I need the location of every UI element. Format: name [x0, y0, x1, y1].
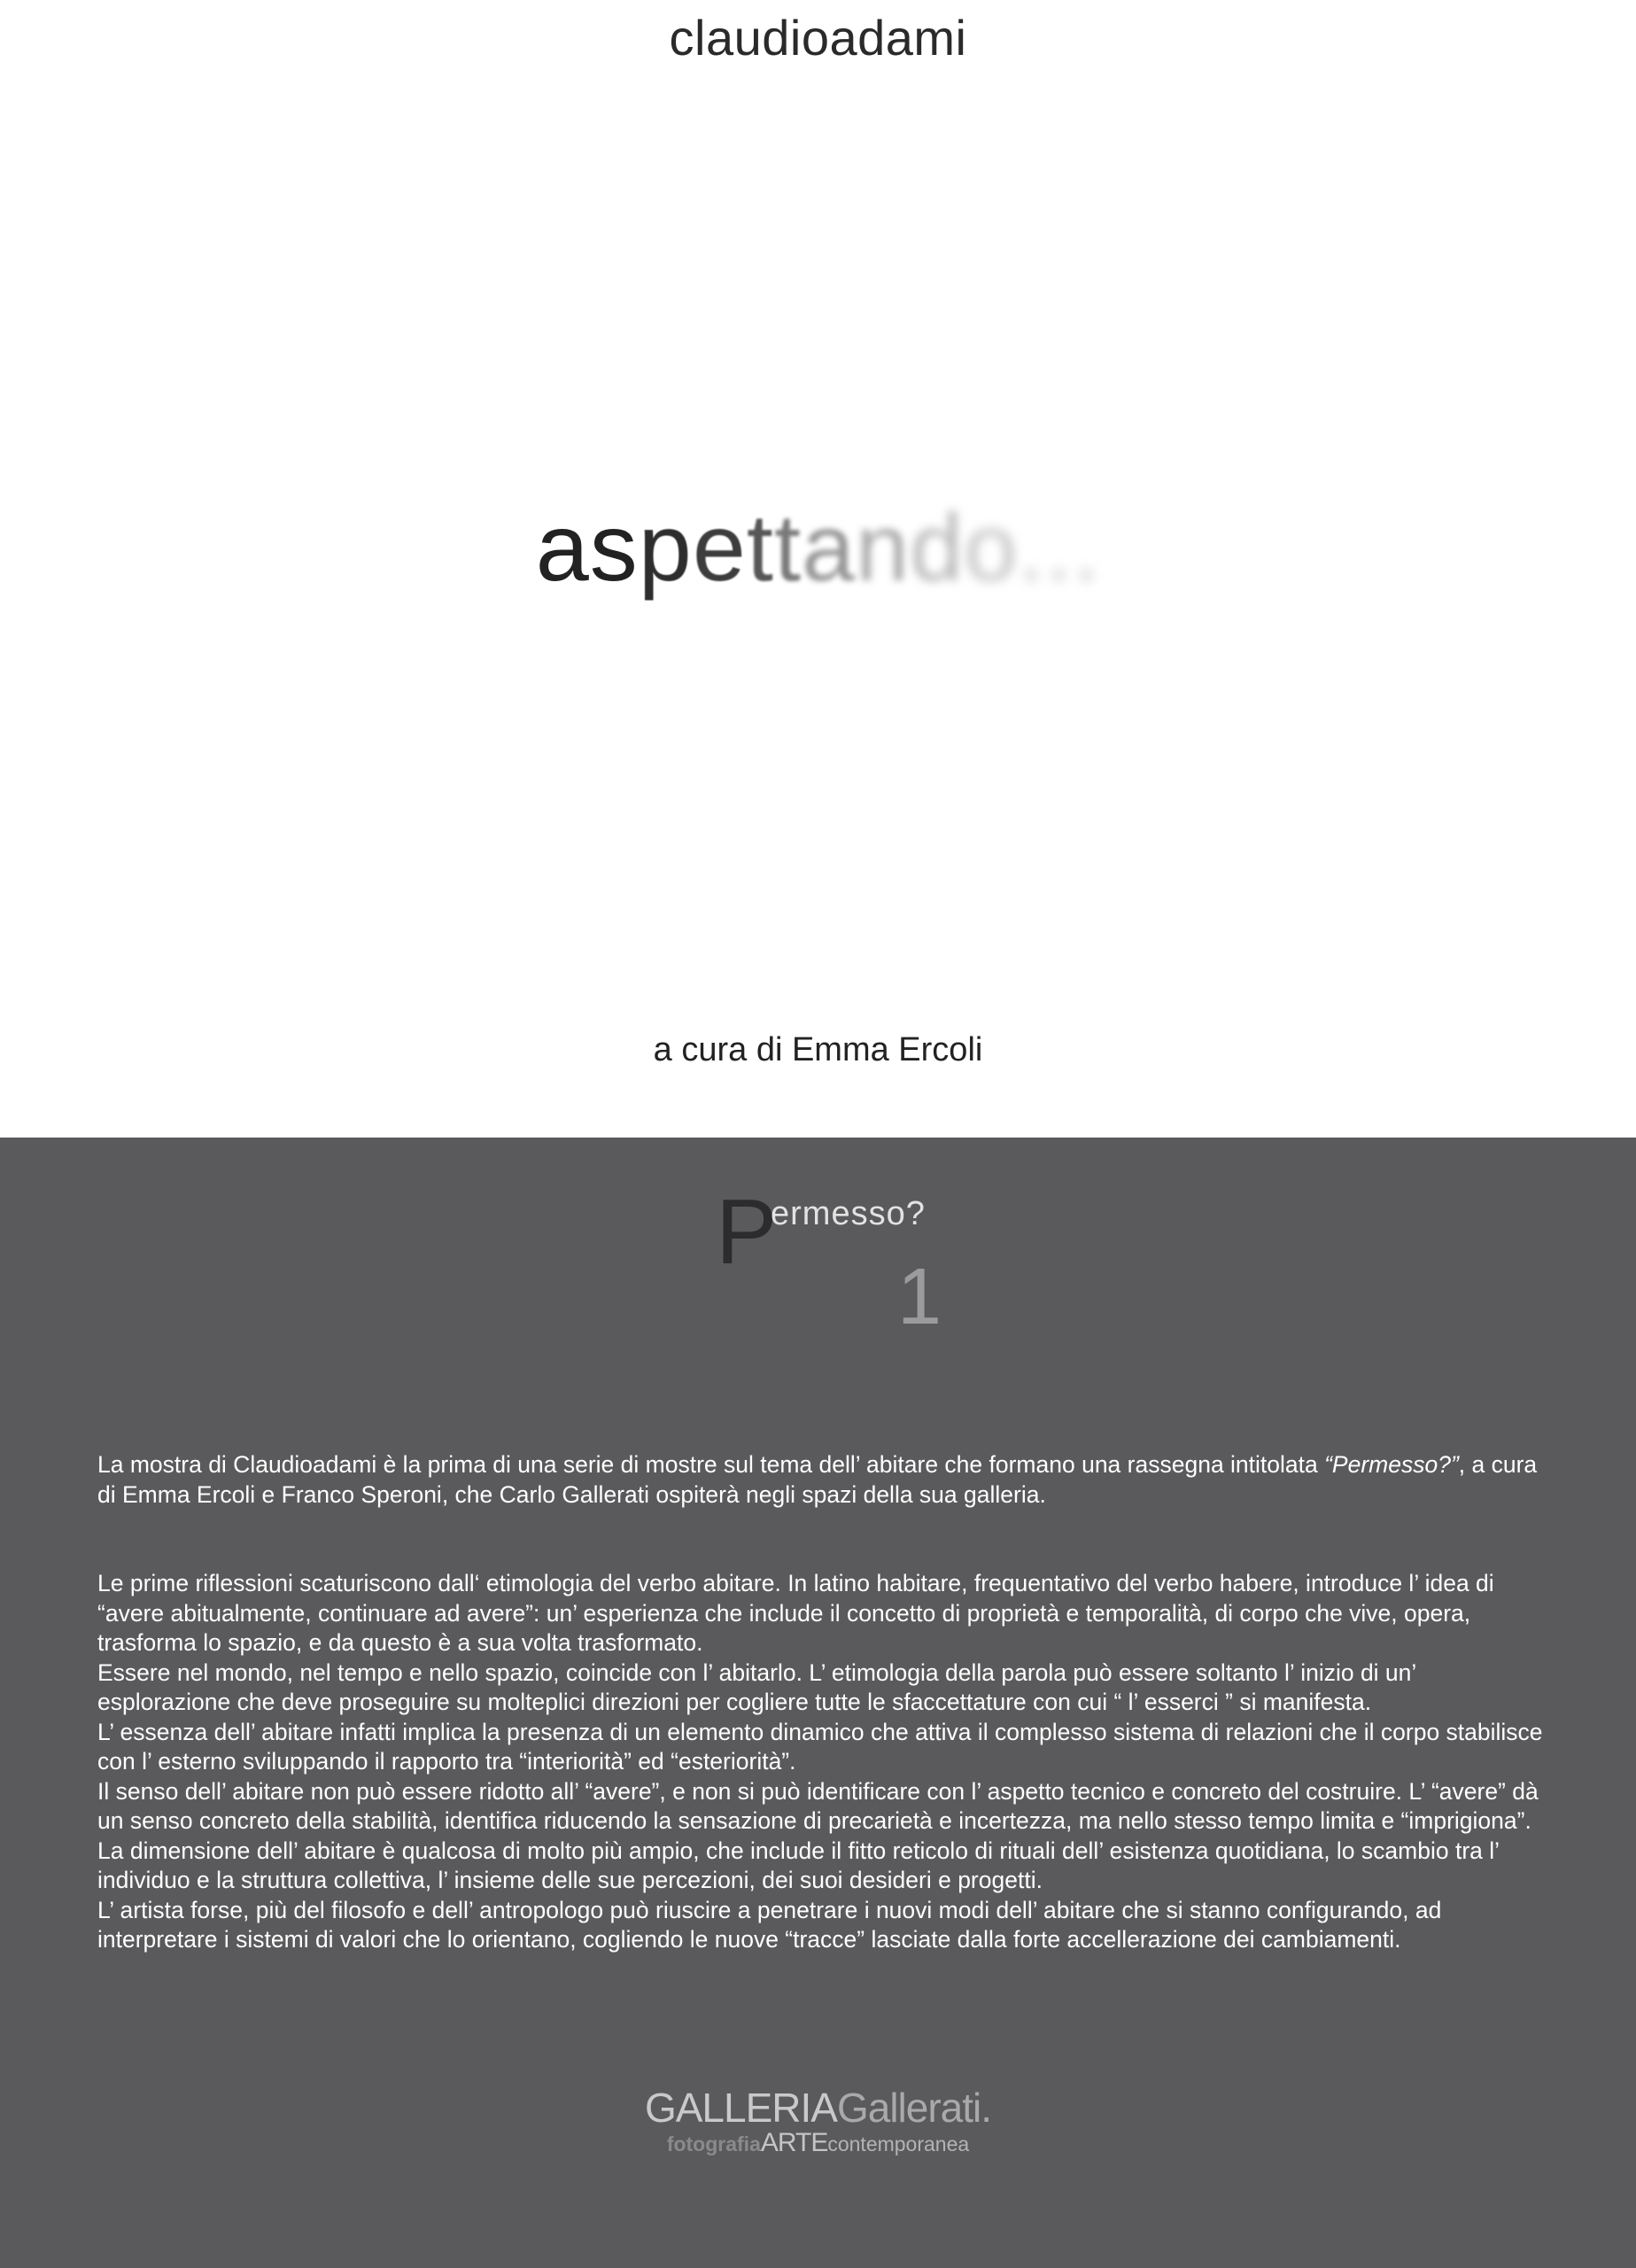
intro-text: La mostra di Claudioadami è la prima di una serie di mostre sul tema dell’ abitare che formano una rassegna intitolata: [97, 1451, 1325, 1478]
logo-arte: ARTE: [760, 2128, 828, 2157]
title-fragment: as: [535, 493, 639, 601]
series-name: “Permesso?”: [1324, 1451, 1459, 1478]
title-fragment: p: [638, 493, 693, 601]
description-section: [0, 1138, 1636, 2268]
intro-text-end: , a cura di Emma Ercoli e Franco Speroni, che Carlo Gallerati ospiterà negli spazi della sua galleria.: [97, 1451, 1538, 1508]
series-title-initial: P: [716, 1181, 778, 1284]
essay-paragraph: Il senso dell’ abitare non può essere ridotto all’ “avere”, e non si può identificare con l’ aspetto tecnico e concreto del costruire. L’ “avere” dà un senso concreto della stabilità, identifica riducendo la sensazione di precarietà e incertezza, ma nello stesso tempo limita e “imprigiona”.: [97, 1777, 1539, 1834]
title-fragment: t: [773, 493, 802, 601]
logo-contemporanea: contemporanea: [827, 2132, 970, 2155]
essay-paragraph: Le prime riflessioni scaturiscono dall‘ etimologia del verbo abitare. In latino habitare, frequentativo del verbo habere, introduce l’ idea di “avere abitualmente, continuare ad avere”: un’ esperienza che include il concetto di proprietà e temporalità, di corpo che vive, opera, trasforma lo spazio, e da questo è a sua volta trasformato.: [97, 1570, 1494, 1656]
logo-fotografia: fotografia: [666, 2132, 761, 2155]
artist-name: claudioadami: [669, 10, 967, 66]
curator-credit: a cura di Emma Ercoli: [653, 1031, 983, 1068]
logo-galleria: GALLERIA: [644, 2085, 837, 2131]
title-fragment: t: [746, 493, 774, 601]
essay-paragraph: Essere nel mondo, nel tempo e nello spazio, coincide con l’ abitarlo. L’ etimologia della parola può essere soltanto l’ inizio di un’ esplorazione che deve proseguire su molteplici direzioni per cogliere tutte le sfaccettature con cui “ l’ esserci ” si manifesta.: [97, 1658, 1416, 1715]
series-title-rest: ermesso?: [771, 1195, 926, 1232]
series-title: [716, 1181, 981, 1346]
title-fragment: d: [910, 493, 965, 601]
title-fragment: n: [856, 493, 911, 601]
title-fragment: o: [964, 493, 1019, 601]
essay-paragraph: L’ artista forse, più del filosofo e dell’ antropologo può riuscire a penetrare i nuovi modi dell’ abitare che si stanno configurando, ad interpretare i sistemi di valori che lo orientano, cogliendo le nuove “tracce” lasciate dalla forte accellerazione dei cambiamenti.: [97, 1896, 1442, 1953]
series-number: 1: [897, 1253, 942, 1341]
exhibition-title: [0, 492, 1636, 602]
essay-paragraph: L’ essenza dell’ abitare infatti implica la presenza di un elemento dinamico che attiva il complesso sistema di relazioni che il corpo stabilisce con l’ esterno sviluppando il rapporto tra “interiorità” ed “esteriorità”.: [97, 1718, 1543, 1775]
title-fragment: a: [801, 493, 857, 601]
essay-paragraph: La dimensione dell’ abitare è qualcosa di molto più ampio, che include il fitto reticolo di rituali dell’ esistenza quotidiana, lo scambio tra l’ individuo e la struttura collettiva, l’ insieme delle sue percezioni, dei suoi desideri e progetti.: [97, 1837, 1500, 1893]
logo-gallerati: Gallerati.: [836, 2085, 992, 2131]
intro-paragraph: [97, 1450, 1550, 1510]
gallery-logo: [0, 2087, 1636, 2156]
essay-body: [97, 1569, 1550, 1955]
title-fragment: ...: [1018, 493, 1101, 601]
title-fragment: e: [692, 493, 747, 601]
